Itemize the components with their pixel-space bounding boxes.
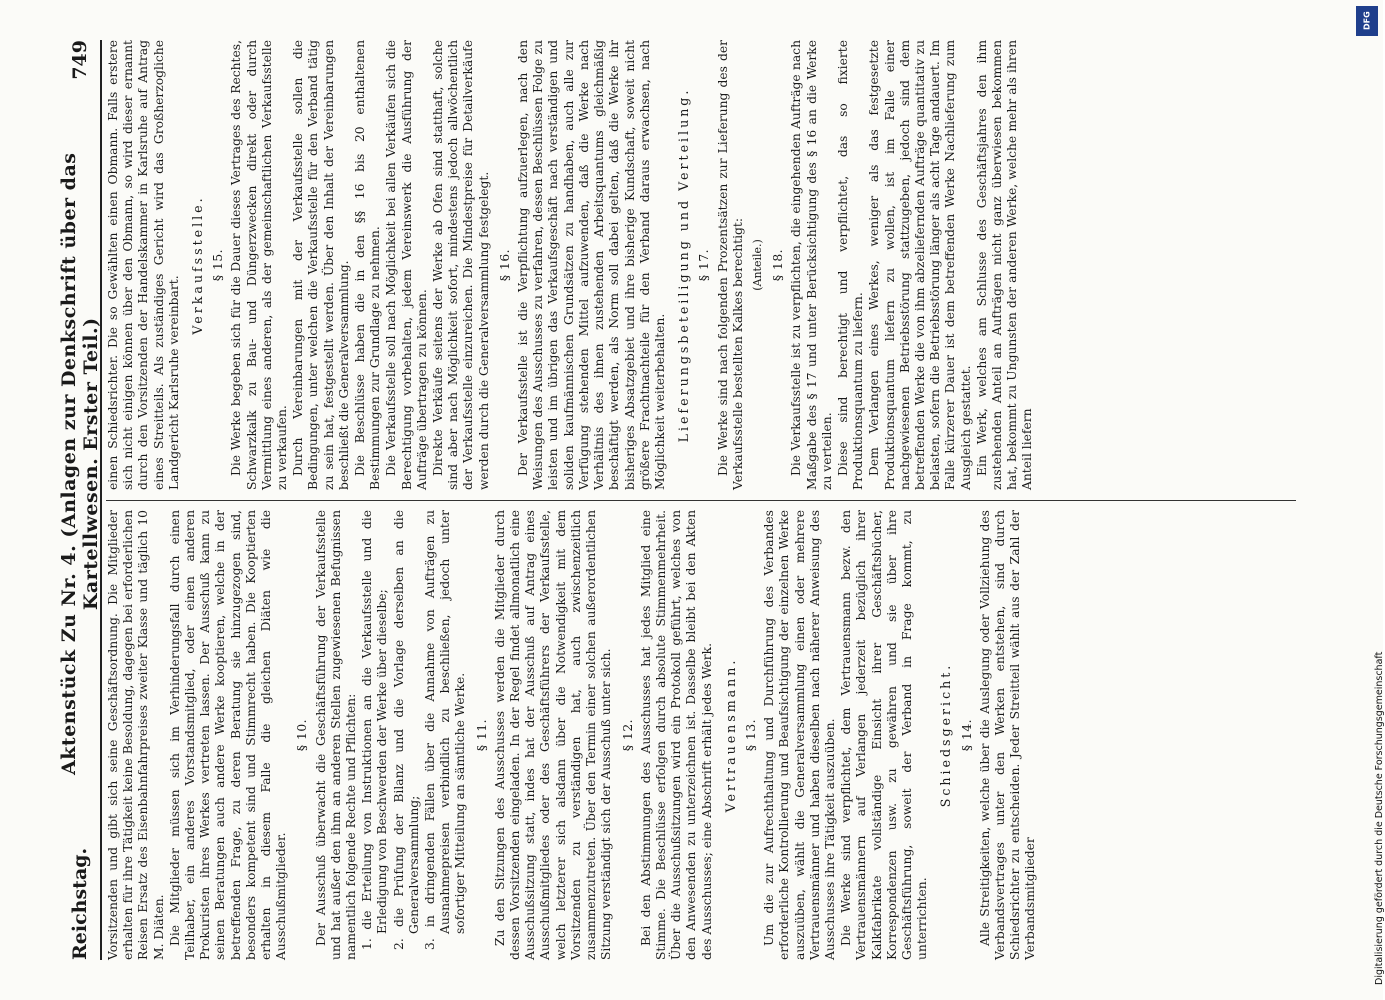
paragraph: Dem Verlangen eines Werkes, weniger als das festgesetzte Produktionsquantum liefern zu wollen, ist im Falle einer nachgewiesenen Betriebsstörung stattzugeben, jedoch sind dem betreffenden Werke die von ihm abzeliefernden Aufträge quantitativ zu belasten, sofern die Betriebsstörung länger als acht Tage andauert. Im Falle kürzerer Dauer ist dem betreffenden Werke Nachlieferung zum Ausgleich gestattet. [867, 40, 973, 490]
paragraph: Diese sind berechtigt und verpflichtet, das so fixierte Produktionsquantum zu liefern. [835, 40, 866, 490]
paragraph: einen Schiedsrichter. Die so Gewählten einen Obmann. Falls erstere sich nicht einigen können über den Obmann, so wird dieser ernannt durch den Vorsitzenden der Handelskammer in Karlsruhe auf Antrag eines Streitteils. Als zuständiges Gericht wird das Großherzogliche Landgericht Karlsruhe vereinbart. [106, 40, 181, 490]
section-number: § 17. [697, 248, 712, 282]
paragraph: Die Werke sind verpflichtet, dem Vertrauensmann bezw. den Vertrauensmännern auf Verlangen jederzeit bezüglich ihrer Kalkfabrikate vollständige Einsicht ihrer Geschäftsbücher, Korrespondenzen usw. zu gewähren und sie über ihre Geschäftsführung, soweit der Verband in Frage kommt, zu unterrichten. [839, 510, 930, 960]
section-number: § 18. [771, 248, 786, 282]
section-number: § 15. [211, 248, 226, 282]
header-left: Reichstag. [69, 847, 91, 960]
paragraph: Die Werke sind nach folgenden Prozentsätzen zur Lieferung des der Verkaufsstelle bestellten Kalkes berechtigt: [715, 40, 745, 490]
dfg-logo: DFG [1356, 6, 1378, 36]
list-item: 3. in dringenden Fällen über die Annahme von Aufträgen zu Ausnahmepreisen verbindlich zu beschließen, jedoch unter sofortiger Mitteilung an sämtliche Werke. [423, 510, 468, 950]
running-head [60, 40, 102, 960]
paragraph: Alle Streitigkeiten, welche über die Auslegung oder Vollziehung des Verbandsvertrages unter den Werken entstehen, sind durch Schiedsrichter zu entscheiden. Jeder Streitteil wählt aus der Zahl der Verbandsmitglieder [977, 510, 1038, 960]
paragraph: Der Verkaufsstelle ist die Verpflichtung aufzuerlegen, nach den Weisungen des Ausschusses zu verfahren, dessen Beschlüssen Folge zu leisten und im übrigen das Verkaufsgeschäft nach verständigen und soliden kaufmännischen Grundsätzen zu handhaben, auch alle zur Verfügung stehenden Mittel aufzuwenden, daß die Werke nach Verhältnis des ihnen zustehenden Arbeitsquantums gleichmäßig beschäftigt werden, als Norm soll dabei gelten, daß die Werke ihr bisheriges Absatzgebiet und ihre bisherige Kundschaft, soweit nicht größere Frachtnachteile für den Verband daraus erwachsen, nach Möglichkeit weiterbehalten. [516, 40, 667, 490]
digitization-credit: Digitalisierung gefördert durch die Deutsche Forschungsgemeinschaft [1374, 651, 1385, 985]
section-number: § 16. [497, 248, 512, 282]
section-number: § 14. [959, 718, 974, 752]
section-number: § 11. [474, 718, 489, 752]
section-number: § 12. [620, 718, 635, 752]
section-number: § 10. [295, 718, 310, 752]
list-item: 2. die Prüfung der Bilanz und die Vorlage derselben an die Generalversammlung; [391, 510, 421, 950]
paragraph: Die Mitglieder müssen sich im Verhinderungsfall durch einen Teilhaber, ein anderes Vorstandsmitglied, oder einen anderen Prokuristen ihres Werkes vertreten lassen. Der Ausschuß kann zu seinen Beratungen auch andere Werke kooptieren, welche in der betreffenden Frage, zu deren Beratung sie hinzugezogen sind, besonders kompetent sind und Stimmrecht haben. Die Kooptierten erhalten in diesem Falle die gleichen Diäten wie die Ausschußmitglieder. [167, 510, 289, 960]
section-heading: Vertrauensmann. [722, 657, 738, 813]
shares-note: (Anteile.) [750, 239, 764, 291]
header-title: Aktenstück Zu Nr. 4. (Anlagen zur Denkschrift über das Kartellwesen. Erster Teil.) [58, 152, 102, 775]
left-column [106, 510, 1296, 960]
section-heading: Lieferungsbeteiligung und Verteilung. [676, 87, 692, 443]
duties-list [360, 510, 468, 960]
section-heading: Verkaufsstelle. [190, 195, 206, 335]
right-column [106, 40, 1296, 490]
paragraph: Ein Werk, welches am Schlusse des Geschäftsjahres den ihm zustehenden Anteil an Aufträgen nicht ganz überwiesen bekommen hat, bekommt zu Ungunsten der anderen Werke, welche mehr als ihren Anteil liefern [974, 40, 1035, 490]
paragraph: Bei den Abstimmungen des Ausschusses hat jedes Mitglied eine Stimme. Die Beschlüsse erfolgen durch absolute Stimmenmehrheit. Über die Ausschußsitzungen wird ein Protokoll geführt, welches von den Anwesenden zu unterzeichnen ist. Dasselbe bleibt bei den Akten des Ausschusses; eine Abschrift erhält jedes Werk. [638, 510, 714, 960]
paragraph: Vorsitzenden und gibt sich seine Geschäftsordnung. Die Mitglieder erhalten für ihre Tätigkeit keine Besoldung, dagegen bei erforderlichen Reisen Ersatz des Eisenbahnfahrpreises zweiter Klasse und täglich 10 M. Diäten. [106, 510, 166, 960]
section-number: § 13. [743, 718, 758, 752]
paragraph: Die Beschlüsse haben die in den §§ 16 bis 20 enthaltenen Bestimmungen zur Grundlage zu nehmen. [353, 40, 383, 490]
paragraph: Durch Vereinbarungen mit der Verkaufsstelle sollen die Bedingungen, unter welchen die Verkaufsstelle für den Verband tätig zu sein hat, festgestellt werden. Über den Inhalt der Vereinbarungen beschließt die Generalversammlung. [291, 40, 351, 490]
paragraph: Der Ausschuß überwacht die Geschäftsführung der Verkaufsstelle und hat außer den ihm an anderen Stellen zugewiesenen Befugnissen namentlich folgende Rechte und Pflichten: [313, 510, 359, 960]
rotated-page-content [60, 40, 1300, 960]
paragraph: Zu den Sitzungen des Ausschusses werden die Mitglieder durch dessen Vorsitzenden eingeladen. In der Regel findet allmonatlich eine Ausschußsitzung statt, indes hat der Ausschuß auf Antrag eines Ausschußmitgliedes oder des Geschäftsführers der Verkaufsstelle, welch letzterer sich alsdann über die Notwendigkeit mit dem Vorsitzenden zu verständigen hat, auch zwischenzeitlich zusammenzutreten. Über den Termin einer solchen außerordentlichen Sitzung verständigt sich der Ausschuß unter sich. [492, 510, 614, 960]
column-divider [106, 490, 1296, 510]
text-columns [106, 40, 1296, 960]
paragraph: Um die zur Aufrechthaltung und Durchführung des Verbandes erforderliche Kontrollierung und Beaufsichtigung der einzelnen Werke auszuüben, wählt die Generalversammlung einen oder mehrere Vertrauensmänner und haben dieselben nach näherer Anweisung des Ausschusses ihre Tätigkeit auszuüben. [762, 510, 837, 960]
paragraph: Die Werke begeben sich für die Dauer dieses Vertrages des Rechtes, Schwarzkalk zu Bau- und Düngerzwecken direkt oder durch Vermittlung eines anderen, als der gemeinschaftlichen Verkaufsstelle zu verkaufen. [229, 40, 290, 490]
section-heading: Schiedsgericht. [938, 662, 954, 808]
paragraph: Die Verkaufsstelle soll nach Möglichkeit bei allen Verkäufen sich die Berechtigung vorbehalten, jedem Vereinswerk die Ausführung der Aufträge übertragen zu können. [384, 40, 429, 490]
page-number: 749 [69, 40, 91, 80]
paragraph: Direkte Verkäufe seitens der Werke ab Ofen sind statthaft, solche sind aber nach Möglichkeit sofort, mindestens jedoch allwöchentlich der Verkaufsstelle einzureichen. Die Mindestpreise für Detailverkäufe werden durch die Generalversammlung festgelegt. [431, 40, 491, 490]
paragraph: Die Verkaufsstelle ist zu verpflichten, die eingehenden Aufträge nach Maßgabe des § 17 und unter Berücksichtigung des § 16 an die Werke zu verteilen. [789, 40, 834, 490]
list-item: 1. die Erteilung von Instruktionen an die Verkaufsstelle und die Erledigung von Beschwerden der Werke über dieselbe; [360, 510, 390, 950]
